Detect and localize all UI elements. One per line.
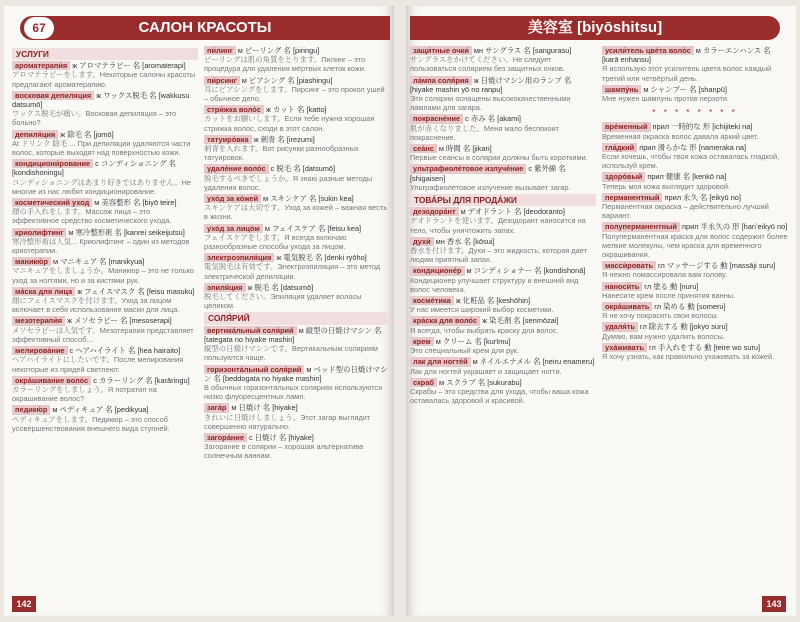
entry-headword: электроэпиля́ция: [204, 253, 274, 262]
entry-headword: шампу́нь: [602, 85, 641, 94]
entry-example: 香水を付けます。Духи – это жидкость, которая дает людям приятный запах.: [410, 246, 587, 265]
dictionary-entry: [12, 228, 198, 256]
entry-headword: полуперманентный: [602, 222, 680, 231]
entry-headword: вре́менный: [602, 122, 651, 131]
entry-headword: кондиционе́р: [410, 266, 465, 275]
entry-example: Если хочешь, чтобы твоя кожа оставалась гладкой, используй крем.: [602, 152, 780, 171]
entry-translation: м ピーリング 名 [piringu]: [237, 46, 320, 55]
entry-translation: ж アロマテラピー 名 [aromaterapi]: [72, 61, 186, 71]
entry-headword: загора́ние: [204, 433, 247, 442]
dictionary-entry: [602, 193, 788, 221]
dictionary-entry: [602, 85, 788, 103]
dictionary-entry: [602, 172, 788, 190]
entry-example: 脱毛してください。Эпиляция удаляет волосы целиком.: [204, 292, 362, 311]
entry-headword: ухо́д за ко́жей: [204, 194, 261, 203]
entry-headword: ароматерапи́я: [12, 61, 70, 70]
entry-example: 縦型の日焼けマシンです。Вертикальным соляриям пользуются чаще.: [204, 344, 378, 363]
entry-translation: м 縦型の日焼けマシン 名 [tategata no hiyake mashin]: [204, 325, 382, 344]
dictionary-entry: [204, 105, 390, 133]
dictionary-entry: [12, 405, 198, 433]
entry-example: Мне нужен шампунь против перхоти.: [602, 94, 730, 104]
entry-translation: ж 化粧品 名 [keshōhin]: [455, 296, 531, 306]
left-column-1: [12, 46, 198, 435]
left-chapter-banner: [20, 16, 390, 40]
entry-translation: гл 除去する 動 [jokyo suru]: [639, 322, 728, 332]
entry-translation: ж カット 名 [katto]: [265, 105, 327, 115]
dictionary-entry: [204, 283, 390, 311]
left-page: [4, 6, 394, 616]
right-column-1: [410, 46, 596, 407]
dictionary-entry: [410, 357, 596, 375]
entry-translation: ж 染毛剤 名 [senmōzai]: [482, 316, 559, 326]
entry-translation: м スクラブ 名 [sukurabu]: [439, 377, 522, 387]
entry-example: 耳にピアシングをします。Пирсинг – это прокол ушей – обычное дело.: [204, 84, 385, 104]
entry-example: きれいに日焼けしましょう。Этот загар выглядит совершенно натурально.: [204, 412, 371, 431]
entry-translation: с 日焼け 名 [hiyake]: [248, 432, 314, 442]
entry-translation: м スキンケア 名 [sukin kea]: [263, 194, 354, 204]
entry-headword: татуиро́вка: [204, 135, 252, 144]
dictionary-entry: [12, 159, 198, 196]
entry-translation: ж 除毛 名 [jomō]: [60, 129, 114, 139]
entry-headword: ультрафиоле́товое излуче́ние: [410, 164, 526, 173]
entry-translation: м 美容整形 名 [biyō teire]: [94, 198, 177, 208]
entry-translation: м シャンプー 名 [shanpū]: [643, 84, 727, 94]
entry-headword: скраб: [410, 378, 437, 387]
dictionary-entry: [204, 403, 390, 431]
entry-headword: косме́тика: [410, 296, 454, 305]
entry-headword: мезотерапи́я: [12, 316, 65, 325]
entry-headword: горизонта́льный соля́рий: [204, 365, 304, 374]
dictionary-entry: [12, 376, 198, 404]
entry-translation: ж 脱毛 名 [datsumō]: [247, 282, 314, 292]
dictionary-entry: [602, 46, 788, 83]
dictionary-entry: [410, 378, 596, 406]
right-column-2: [602, 46, 788, 363]
dictionary-entry: [602, 322, 788, 340]
entry-headword: здоро́вый: [602, 172, 645, 181]
entry-headword: вертика́льный соля́рий: [204, 326, 297, 335]
entry-headword: уха́живать: [602, 343, 647, 352]
entry-headword: педикю́р: [12, 405, 50, 414]
entry-translation: прил 永久 名 [eikyū no]: [664, 192, 741, 202]
entry-translation: мн 香水 名 [kōsui]: [435, 236, 495, 246]
entry-headword: удаля́ть: [602, 322, 638, 331]
entry-headword: окра́шивать: [602, 302, 652, 311]
dictionary-entry: [204, 365, 390, 402]
entry-translation: с ヘアハイライト 名 [hea hairaito]: [69, 346, 181, 356]
entry-example: ピーリングは肌の角質をとります。Пилинг – это процедура для удаления мёртвых клеток кожи.: [204, 55, 366, 74]
entry-example: Лак для ногтей украшает и защищает ногти.: [410, 366, 562, 376]
entry-headword: кра́ска для воло́с: [410, 316, 480, 325]
entry-example: Первые сеансы в солярии должны быть короткими.: [410, 153, 588, 163]
entry-example: Я использую этот усилитель цвета волос каждый третий или четвёртый день.: [602, 64, 772, 83]
entry-translation: с カラーリング 名 [karāringu]: [93, 375, 190, 385]
dictionary-entry: [12, 130, 198, 158]
dictionary-entry: [602, 261, 788, 279]
entry-translation: прил 一時的な 形 [ichijiteki na]: [652, 122, 753, 132]
dictionary-entry: [12, 198, 198, 226]
entry-headword: криолифтинг: [12, 228, 66, 237]
entry-headword: удале́ние воло́с: [204, 164, 269, 173]
chapter-number: 67: [24, 17, 54, 39]
entry-example: 顔の手入れをします。Массаж лица – это эффективное средство косметического ухода.: [12, 207, 172, 226]
entry-headword: гла́дкий: [602, 143, 637, 152]
entry-translation: гл 染める 動 [someru]: [654, 302, 726, 312]
dictionary-entry: [204, 135, 390, 163]
entry-example: デオドラントを使います。Дезодорант наносится на тело, чтобы уничтожить запах.: [410, 216, 586, 235]
entry-translation: гл マッサージする 動 [massāji suru]: [658, 261, 776, 271]
entry-example: 電気脱毛は有効です。Электроэпиляция – это метод электрической депиляции.: [204, 262, 381, 281]
entry-example: Ультрафиолетовое излучение вызывает загар.: [410, 182, 571, 192]
entry-example: Эти солярии оснащены высококачественными лампами для загара.: [410, 94, 571, 113]
dictionary-entry: [204, 46, 390, 74]
entry-translation: мн サングラス 名 [sangurasu]: [473, 46, 572, 55]
entry-translation: м 寒冷整形術 名 [kanrei seikeijutsu]: [68, 227, 185, 237]
entry-example: Скрабы – это средства для ухода, чтобы ваша кожа оставалась здоровой и красивой.: [410, 386, 589, 406]
entry-headword: усили́тель цве́та воло́с: [602, 46, 694, 55]
entry-headword: кондициони́рование: [12, 159, 93, 168]
entry-headword: крем: [410, 337, 434, 346]
left-page-number: 142: [12, 596, 36, 612]
entry-example: ヘアハイライトにしたいです。После мелирования некоторые из прядей светлеют.: [12, 355, 184, 374]
dictionary-entry: [410, 237, 596, 265]
entry-translation: с 紫外線 名 [shigaisen]: [410, 164, 566, 183]
section-header: СОЛЯ́РИЙ: [204, 312, 390, 324]
entry-headword: сеа́нс: [410, 144, 437, 153]
entry-translation: ж 日焼けマシン用のランプ 名 [hiyake mashin yō no ranpu]: [410, 75, 572, 94]
dictionary-entry: [410, 337, 596, 355]
dictionary-entry: [204, 433, 390, 461]
entry-translation: гл 塗る 動 [nuru]: [644, 281, 699, 291]
entry-example: В обычных горизонтальных соляриях используются низко флуоресцентных ламп.: [204, 382, 383, 402]
entry-example: Кондиционер улучшает структуру и внешний вид волос человека.: [410, 275, 579, 294]
entry-example: У нас имеется широкий выбор косметики.: [410, 305, 554, 315]
dictionary-entry: [410, 114, 596, 142]
entry-headword: духи́: [410, 237, 434, 246]
entry-example: Я всегда, чтобы выбрать краску для волос.: [410, 325, 559, 335]
dictionary-entry: [410, 316, 596, 334]
dictionary-entry: [602, 143, 788, 171]
entry-headword: наноси́ть: [602, 282, 642, 291]
entry-example: At ドリンク 除毛 ... При депиляции удаляются части волос, которые выходят над поверхностью кожи.: [12, 138, 191, 158]
entry-translation: прил 半永久の 形 [hanʼeikyū no]: [681, 222, 788, 232]
dictionary-entry: [204, 164, 390, 192]
entry-example: Нанесите крем после принятия ванны.: [602, 290, 736, 300]
entry-example: Перманентная окраска – действительно лучший вариант.: [602, 202, 769, 221]
entry-translation: ж 電気脱毛 名 [denki ryōho]: [276, 253, 367, 263]
entry-translation: прил 健康 名 [kenkō na]: [647, 172, 727, 182]
entry-headword: ухо́д за лицо́м: [204, 224, 263, 233]
separator-stars: * * * * * * * *: [652, 108, 738, 118]
entry-example: サングラスをかけてください。Не следует пользоваться солярием без защитных очков.: [410, 55, 565, 74]
entry-translation: м ペディキュア 名 [pedikyua]: [52, 405, 149, 415]
entry-headword: лак для ногте́й: [410, 357, 471, 366]
entry-example: 顔にフェイスマスクを付けます。Уход за лицом включает в себя использование маски для лица.: [12, 296, 180, 315]
entry-example: カットをお願いします。Если тебе нужна хорошая стрижка волос, сходи в этот салон.: [204, 114, 375, 133]
entry-headword: перманентный: [602, 193, 662, 202]
entry-translation: гл 手入れをする 動 [teire wo suru]: [648, 342, 761, 352]
entry-example: 肌が赤くなりました。Меня мало беспокоит покраснение.: [410, 123, 560, 142]
entry-translation: м フェイスケア 名 [feisu kea]: [264, 223, 362, 233]
dictionary-entry: [204, 224, 390, 252]
entry-translation: м ピアシング 名 [piashingu]: [241, 75, 333, 85]
entry-headword: зага́р: [204, 403, 229, 412]
dictionary-entry: [12, 91, 198, 128]
right-chapter-banner: [410, 16, 780, 40]
entry-example: コンディショニングはあまり好きではありません。Не многие из нас любят кондиционирование.: [12, 177, 191, 196]
right-page: [406, 6, 796, 616]
dictionary-entry: [12, 346, 198, 374]
dictionary-entry: [410, 296, 596, 314]
entry-headword: окра́шивание воло́с: [12, 376, 91, 385]
dictionary-entry: [12, 61, 198, 89]
entry-translation: ж フェイスマスク 名 [feisu masuku]: [77, 286, 195, 296]
section-header: ТОВА́РЫ ДЛЯ ПРОДА́ЖИ: [410, 194, 596, 206]
entry-example: ペディキュアをします。Педикюр – это способ усовершенствования внешнего вида ступней.: [12, 414, 170, 433]
entry-headword: косметический уход: [12, 198, 92, 207]
entry-headword: стри́жка воло́с: [204, 105, 264, 114]
entry-example: ワックス脱毛が痛い。Восковая депиляция – это больно?: [12, 109, 177, 128]
chapter-title: САЛОН КРАСОТЫ: [138, 19, 272, 36]
entry-example: Теперь моя кожа выглядит здоровой.: [602, 181, 731, 191]
entry-headword: депиля́ция: [12, 130, 58, 139]
entry-translation: м カラーエンハンス 名 [karā enhansu]: [602, 46, 771, 65]
entry-example: Я не хочу покрасить свои волосы.: [602, 311, 719, 321]
entry-example: 脱毛するべきでしょうか。Я знаю разные методы удаления волос.: [204, 173, 373, 192]
entry-headword: масси́ровать: [602, 261, 656, 270]
entry-headword: мелирова́ние: [12, 346, 68, 355]
right-page-number: 143: [762, 596, 786, 612]
dictionary-entry: [602, 282, 788, 300]
dictionary-entry: [204, 194, 390, 222]
dictionary-entry: [410, 207, 596, 235]
entry-headword: ла́мпа соля́рия: [410, 76, 472, 85]
entry-headword: восковая депиляция: [12, 91, 94, 100]
entry-headword: защи́тные очки́: [410, 46, 472, 55]
entry-example: 刺青を入れます。Вот рисунки разнообразных татуировок.: [204, 144, 359, 163]
entry-translation: с 脱毛 名 [datsumō]: [270, 164, 336, 174]
entry-translation: с コンディショニング 名 [kondishoningu]: [12, 159, 176, 178]
entry-translation: ж ワックス脱毛 名 [wakkusu datsumō]: [12, 90, 190, 110]
entry-example: Полуперманентная краска для волос содержит более мелкие молекулы, чем краска для временного окрашивания.: [602, 231, 788, 260]
entry-translation: м 時間 名 [jikan]: [438, 144, 492, 154]
entry-translation: ж 刺青 名 [irezumi]: [253, 134, 315, 144]
dictionary-entry: [204, 326, 390, 363]
left-column-2: [204, 46, 390, 463]
dictionary-entry: [602, 302, 788, 320]
entry-translation: м マニキュア 名 [manikyua]: [53, 257, 145, 267]
dictionary-entry: [410, 266, 596, 294]
entry-translation: с 赤み 名 [akami]: [465, 114, 521, 124]
entry-example: メソセラピーは人気です。Мезотерапия представляет эффективный способ...: [12, 325, 194, 344]
entry-headword: ма́ска для лица: [12, 287, 75, 296]
dictionary-entry: [410, 144, 596, 162]
entry-example: Я нежно помассировала вам голову.: [602, 270, 728, 280]
entry-example: マニキュアをしましょうか。Маникюр – это не только уход за ногтями, но и за кистями рук.: [12, 266, 194, 285]
dictionary-entry: [410, 46, 596, 74]
dictionary-entry: [12, 287, 198, 315]
entry-translation: м デオドラント 名 [deodoranto]: [460, 207, 565, 217]
chapter-title-japanese: 美容室 [biyōshitsu]: [527, 19, 663, 36]
entry-headword: пи́линг: [204, 46, 236, 55]
entry-translation: ж メソセラピー 名 [mesoserapi]: [67, 316, 172, 326]
dictionary-entry: [410, 164, 596, 192]
dictionary-entry: [602, 222, 788, 259]
entry-translation: м ネイルエナメル 名 [neiru enameru]: [472, 357, 595, 367]
dictionary-entry: [204, 76, 390, 104]
entry-example: Загорание в солярии – хорошая альтернатива солнечным ваннам.: [204, 442, 364, 461]
entry-example: Я хочу узнать, как правильно ухаживать за кожей.: [602, 352, 775, 362]
entry-example: 寒冷整形術は人気... Криолифтинг – один из методов криотерапии.: [12, 236, 190, 256]
dictionary-entry: [410, 76, 596, 113]
entry-headword: маникю́р: [12, 257, 51, 266]
dictionary-entry: [204, 253, 390, 281]
entry-example: アロマテラピーをします。Некоторые салоны красоты предлагают ароматерапию.: [12, 70, 196, 89]
entry-translation: м クリーム 名 [kurīmu]: [435, 336, 511, 346]
dictionary-entry: [12, 316, 198, 344]
dictionary-entry: [602, 343, 788, 361]
entry-example: フェイスケアをします。Я всегда включаю разнообразные способы ухода за лицом.: [204, 232, 347, 252]
entry-example: Думаю, вам нужно удалить волосы.: [602, 331, 725, 341]
entry-headword: дезодора́нт: [410, 207, 459, 216]
entry-translation: м 日焼け 名 [hiyake]: [231, 403, 298, 413]
entry-example: Временная окраска волос давала яркий цвет.: [602, 131, 759, 141]
entry-example: カラーリングをしましょう。Я потратил на окрашивание волос?: [12, 384, 157, 404]
entry-translation: м コンディショナー 名 [kondishonā]: [466, 266, 586, 276]
dictionary-entry: [12, 257, 198, 285]
dictionary-entry: [602, 122, 788, 140]
entry-headword: эпиля́ция: [204, 283, 246, 292]
section-header: УСЛУГИ: [12, 48, 198, 60]
entry-headword: покрасне́ние: [410, 114, 463, 123]
entry-headword: пи́рсинг: [204, 76, 240, 85]
entry-translation: прил 滑らかな 形 [nameraka na]: [639, 142, 747, 152]
entry-example: スキンケアは大切です。Уход за кожей – важная весть в жизни.: [204, 203, 388, 222]
entry-example: Это специальный крем для рук.: [410, 346, 520, 356]
entry-translation: м ベッド型の日焼けマシン 名 [beddogata no hiyake mashin]: [204, 364, 388, 383]
